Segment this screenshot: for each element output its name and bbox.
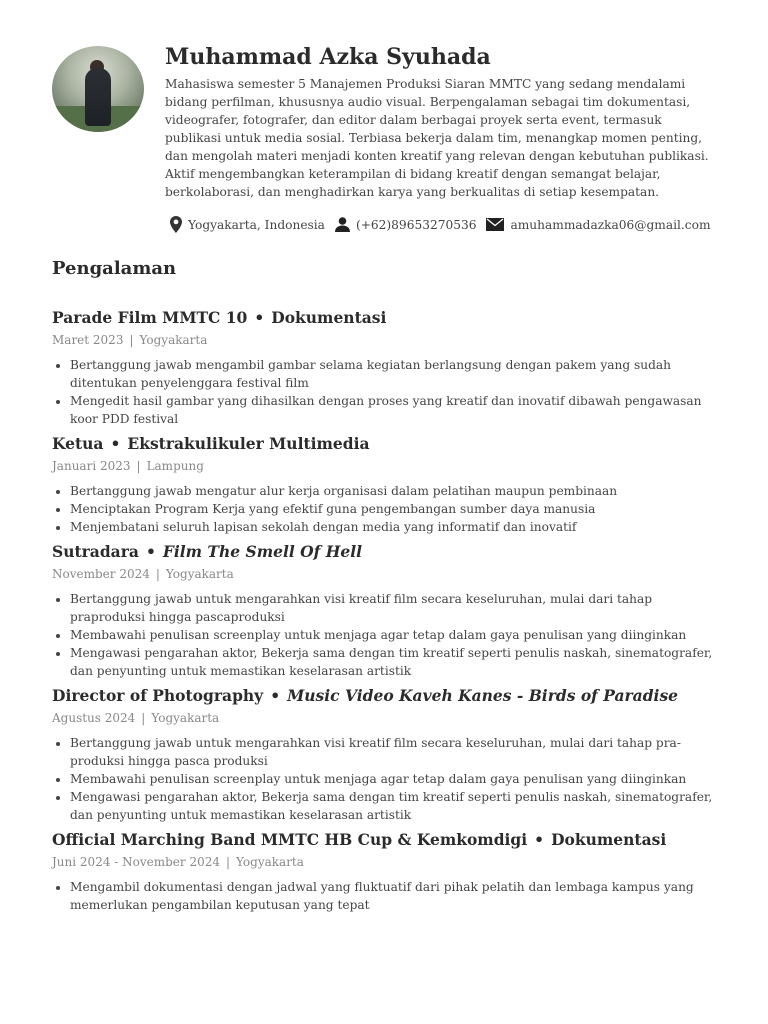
entry-bullets [52, 734, 722, 824]
entry-subtitle: Dokumentasi [551, 830, 667, 849]
entry-date: Januari 2023 [52, 459, 131, 473]
entry-location: Yogyakarta [151, 711, 220, 725]
entry-meta [52, 567, 722, 581]
entry-heading [52, 542, 722, 561]
bullet-item: • Membawahi penulisan screenplay untuk menjaga agar tetap dalam gaya penulisan yang diinginkan [70, 626, 722, 644]
entry-bullets [52, 356, 722, 428]
entry-heading [52, 434, 722, 453]
entry-location: Lampung [146, 459, 204, 473]
entry-subtitle: Film The Smell Of Hell [162, 542, 362, 561]
bullet-item: • Menjembatani seluruh lapisan sekolah dengan media yang informatif dan inovatif [70, 518, 722, 536]
entry-title: Director of Photography [52, 686, 264, 705]
entry-location: Yogyakarta [165, 567, 234, 581]
entry-date: Juni 2024 - November 2024 [52, 855, 220, 869]
entry-heading [52, 686, 722, 705]
meta-separator: | [129, 333, 134, 347]
section-title-experience: Pengalaman [52, 258, 177, 279]
contact-phone [335, 217, 477, 232]
entry-date: November 2024 [52, 567, 150, 581]
entry-subtitle: Dokumentasi [271, 308, 387, 327]
bullet-item: • Mengawasi pengarahan aktor, Bekerja sama dengan tim kreatif seperti penulis naskah, sinematografer, dan penyunting untuk memastikan keselarasan artistik [70, 788, 722, 824]
meta-separator: | [226, 855, 231, 869]
entry-bullets [52, 590, 722, 680]
experience-entry [52, 830, 722, 914]
phone-text: (+62)89653270536 [355, 217, 477, 232]
meta-separator: | [136, 459, 141, 473]
bullet-item: • Mengedit hasil gambar yang dihasilkan dengan proses yang kreatif dan inovatif dibawah pengawasan koor PDD festival [70, 392, 722, 428]
person-name: Muhammad Azka Syuhada [165, 44, 491, 70]
entry-subtitle: Ekstrakulikuler Multimedia [127, 434, 370, 453]
bullet-item: • Bertanggung jawab untuk mengarahkan visi kreatif film secara keseluruhan, mulai dari tahap praproduksi hingga pascaproduksi [70, 590, 722, 626]
entry-meta [52, 459, 722, 473]
contact-row [170, 216, 721, 233]
entry-heading [52, 830, 722, 849]
avatar [52, 46, 144, 132]
person-icon [335, 217, 350, 232]
profile-summary: Mahasiswa semester 5 Manajemen Produksi Siaran MMTC yang sedang mendalami bidang perfilman, khususnya audio visual. Berpengalaman sebagai tim dokumentasi, videografer, fotografer, dan editor dalam berbagai proyek serta event, termasuk publikasi untuk media sosial. Terbiasa bekerja dalam tim, menangkap momen penting, dan mengolah materi menjadi konten kreatif yang relevan dengan kebutuhan publikasi. Aktif mengembangkan keterampilan di bidang kreatif dengan semangat belajar, berkolaborasi, dan menghadirkan karya yang berkualitas di setiap kesempatan. [165, 77, 709, 199]
bullet-item: • Mengawasi pengarahan aktor, Bekerja sama dengan tim kreatif seperti penulis naskah, sinematografer, dan penyunting untuk memastikan keselarasan artistik [70, 644, 722, 680]
location-pin-icon [170, 216, 182, 233]
experience-entry [52, 434, 722, 536]
entry-date: Maret 2023 [52, 333, 124, 347]
meta-separator: | [141, 711, 146, 725]
contact-email [486, 218, 710, 232]
experience-entry [52, 686, 722, 824]
entry-location: Yogyakarta [139, 333, 208, 347]
entry-bullets [52, 482, 722, 536]
entry-title: Official Marching Band MMTC HB Cup & Kemkomdigi [52, 830, 528, 849]
contact-location [170, 216, 325, 233]
bullet-separator: • [145, 542, 156, 561]
entry-title: Ketua [52, 434, 104, 453]
entry-location: Yogyakarta [236, 855, 304, 869]
entry-title: Sutradara [52, 542, 139, 561]
entry-subtitle: Music Video Kaveh Kanes - Birds of Paradise [287, 686, 679, 705]
meta-separator: | [155, 567, 160, 581]
location-text: Yogyakarta, Indonesia [188, 217, 325, 232]
bullet-item: • Bertanggung jawab mengatur alur kerja organisasi dalam pelatihan maupun pembinaan [70, 482, 722, 500]
entry-meta [52, 333, 722, 347]
bullet-item: • Membawahi penulisan screenplay untuk menjaga agar tetap dalam gaya penulisan yang diinginkan [70, 770, 722, 788]
entry-meta [52, 855, 722, 869]
bullet-item: • Mengambil dokumentasi dengan jadwal yang fluktuatif dari pihak pelatih dan lembaga kampus yang memerlukan pengambilan keputusan yang tepat [70, 878, 722, 914]
entry-title: Parade Film MMTC 10 [52, 308, 248, 327]
bullet-item: • Menciptakan Program Kerja yang efektif guna pengembangan sumber daya manusia [70, 500, 722, 518]
bullet-item: • Bertanggung jawab mengambil gambar selama kegiatan berlangsung dengan pakem yang sudah ditentukan penyelenggara festival film [70, 356, 722, 392]
experience-entry [52, 542, 722, 680]
experience-entry [52, 308, 722, 428]
entry-meta [52, 711, 722, 725]
envelope-icon [486, 218, 504, 231]
bullet-item: • Bertanggung jawab untuk mengarahkan visi kreatif film secara keseluruhan, mulai dari tahap pra-produksi hingga pasca produksi [70, 734, 722, 770]
bullet-separator: • [110, 434, 121, 453]
entry-date: Agustus 2024 [52, 711, 136, 725]
entry-heading [52, 308, 722, 327]
entry-bullets [52, 878, 722, 914]
bullet-separator: • [534, 830, 545, 849]
email-text[interactable]: amuhammadazka06@gmail.com [510, 217, 711, 232]
experience-list [52, 308, 722, 920]
bullet-separator: • [254, 308, 265, 327]
bullet-separator: • [270, 686, 281, 705]
